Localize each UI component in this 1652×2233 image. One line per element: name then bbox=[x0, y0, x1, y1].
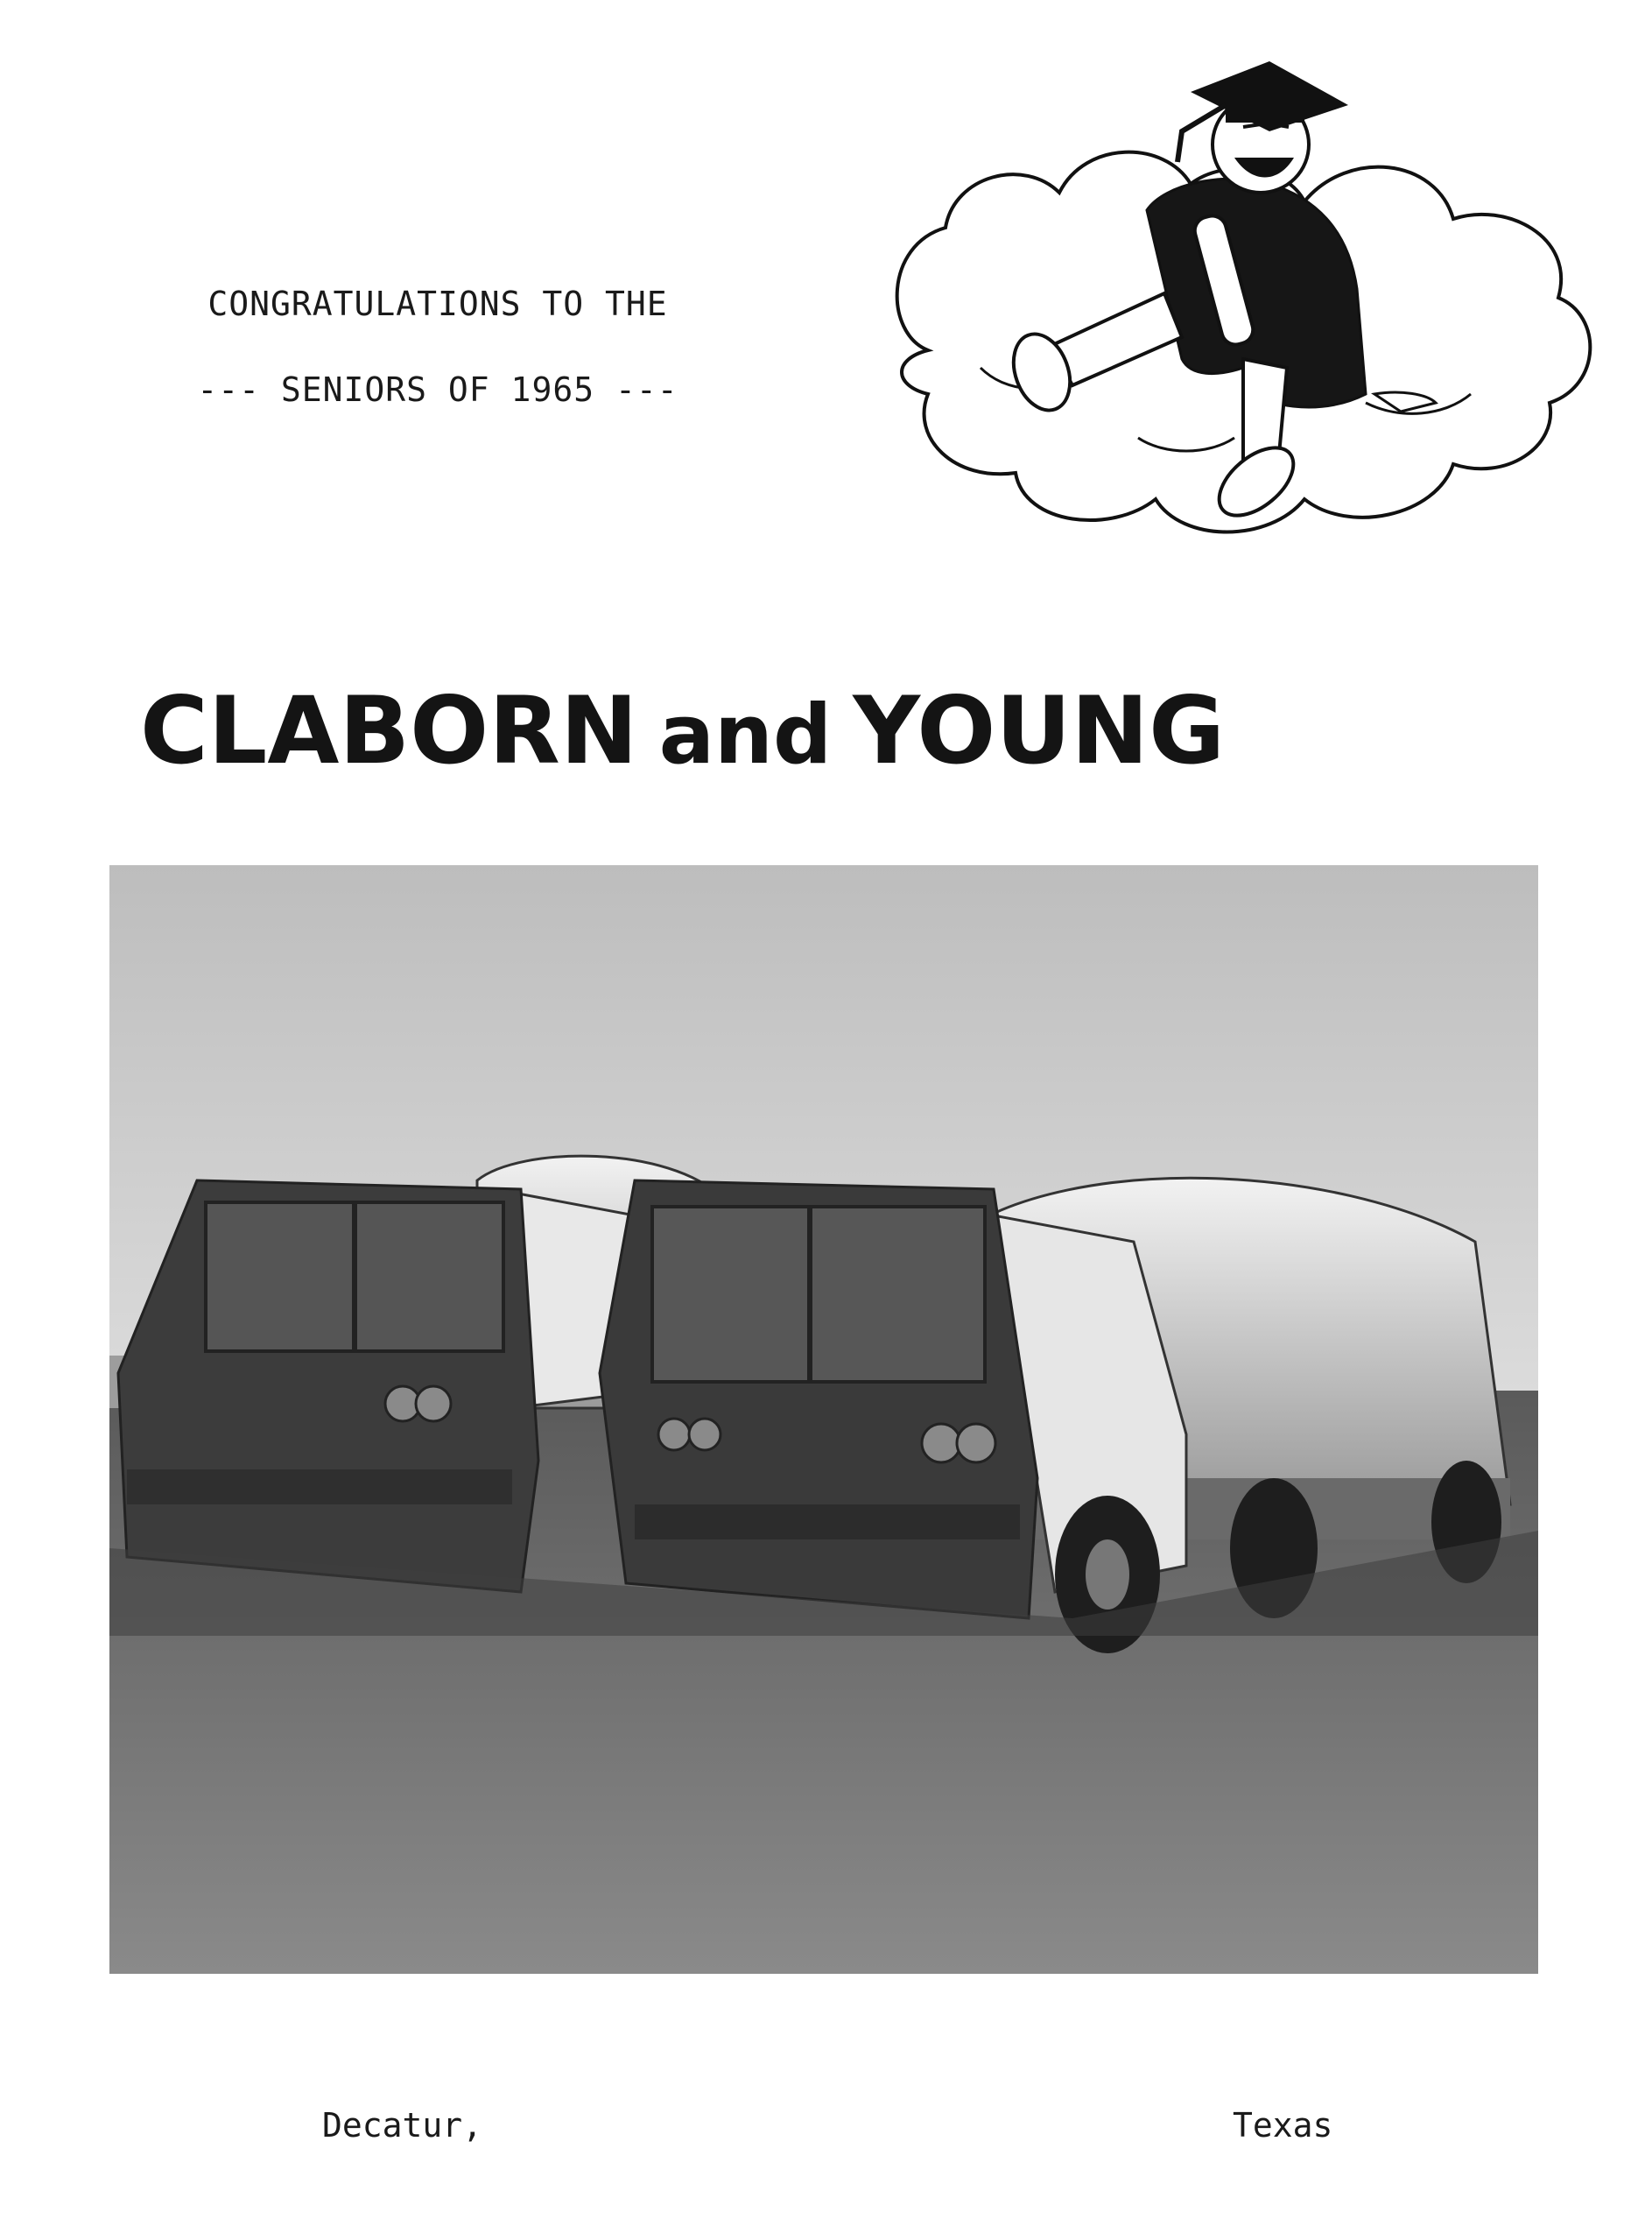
tanker-trucks-photo bbox=[109, 865, 1538, 1974]
greeting-block bbox=[175, 261, 700, 433]
footer-state: Texas bbox=[1233, 2106, 1333, 2145]
headline-and: and bbox=[658, 687, 833, 783]
greeting-line-1: CONGRATULATIONS TO THE bbox=[207, 285, 668, 323]
graduate-on-cloud-illustration bbox=[875, 26, 1611, 595]
greeting-line-2: --- SENIORS OF 1965 --- bbox=[197, 370, 678, 409]
headline-young: YOUNG bbox=[853, 677, 1226, 785]
business-name-headline bbox=[140, 666, 1541, 797]
headline-claborn: CLABORN bbox=[140, 677, 638, 785]
footer-city: Decatur, bbox=[322, 2106, 483, 2145]
